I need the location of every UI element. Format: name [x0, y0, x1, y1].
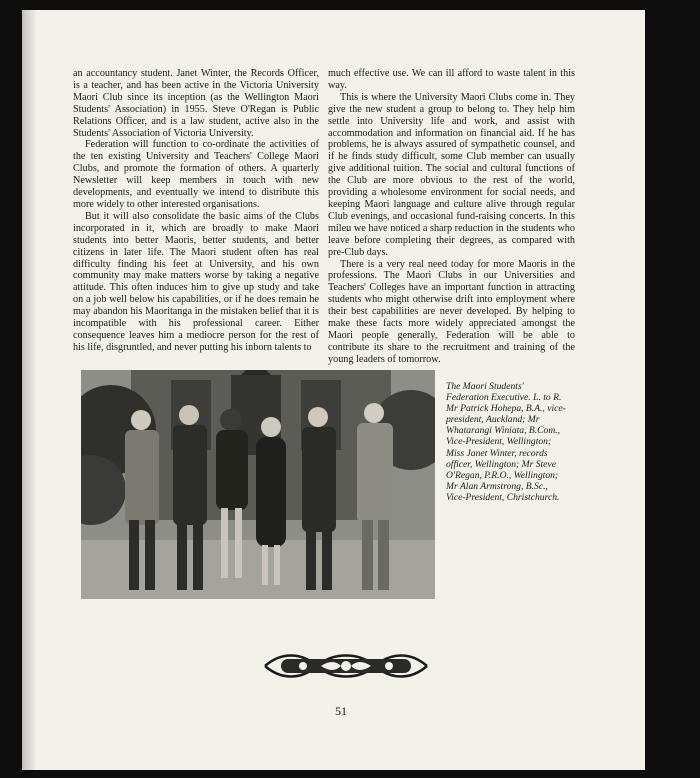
magazine-page [22, 10, 645, 770]
photo-caption [446, 381, 568, 503]
group-photograph [81, 370, 435, 599]
decorative-ornament [261, 650, 431, 682]
left-text-column [73, 68, 319, 354]
paragraph: Federation will function to co-ordinate the activities of the ten existing University and Teachers' College Maori Clubs, and promote the formation of others. A quarterly Newsletter will keep members in touch with new developments, and eventually we intend to distribute this more widely to other interested organisations. [73, 139, 319, 210]
paragraph: an accountancy student. Janet Winter, the Records Officer, is a teacher, and has been active in the Victoria University Maori Club since its inception (as the Wellington Maori Students' Association) in 1955. Steve O'Regan is Public Relations Officer, and is a law student, active also in the Students' Association of Victoria University. [73, 68, 319, 139]
page-number: 51 [335, 704, 347, 718]
paragraph: This is where the University Maori Clubs come in. They give the new student a group to belong to. They help him settle into University life and work, and assist with accommodation and information on financial aid. If he has problems, he is always assured of sympathetic counsel, and if he finds study difficult, some Club member can usually give additional tuition. The social and cultural functions of the Club are more obvious to the rest of the world, providing a wholesome environment for social needs, and keeping Maori language and culture alive through regular Club evenings, and occasional fund-raising concerts. In this mileu we have noticed a sharp reduction in the students who leave before completing their degrees, as compared with pre-Club days. [328, 91, 575, 258]
paragraph: But it will also consolidate the basic aims of the Clubs incorporated in it, which are broadly to make Maori students into better Maoris, better students, and better citizens in later life. The Maori student often has real difficulty finding his feet at University, and his own community may make matters worse by taking a negative attitude. This often induces him to give up study and take on a job well below his capabilities, or if he does remain he may abandon his Maoritanga in the mistaken belief that it is incompatible with his professional career. Either consequence leaves him a mediocre person for the rest of his life, disgruntled, and never putting his inborn talents to [73, 210, 319, 353]
caption-text: The Maori Students' Federation Executive. L. to R. Mr Patrick Hohepa, B.A., vice-president, Auckland; Mr Whatarangi Winiata, B.Com., Vice-President, Wellington; Miss Janet Winter, records officer, Wellington; Mr Steve O'Regan, P.R.O., Wellington; Mr Alan Armstrong, B.Sc., Vice-President, Christchurch. [446, 381, 566, 503]
group-photograph-illustration [81, 370, 435, 599]
binding-gutter-shadow [23, 10, 37, 770]
paragraph: much effective use. We can ill afford to waste talent in this way. [328, 68, 575, 91]
right-text-column [328, 68, 575, 366]
kowhaiwhai-ornament-icon [261, 650, 431, 682]
paragraph: There is a very real need today for more Maoris in the professions. The Maori Clubs in our Universities and Teachers' Colleges have an important function in attracting students who might otherwise drift into employment where their best capabilities are never developed. By helping to make these facts more widely appreciated amongst the Maori people generally, Federation will be able to contribute its share to the recruitment and training of the young leaders of tomorrow. [328, 258, 575, 365]
